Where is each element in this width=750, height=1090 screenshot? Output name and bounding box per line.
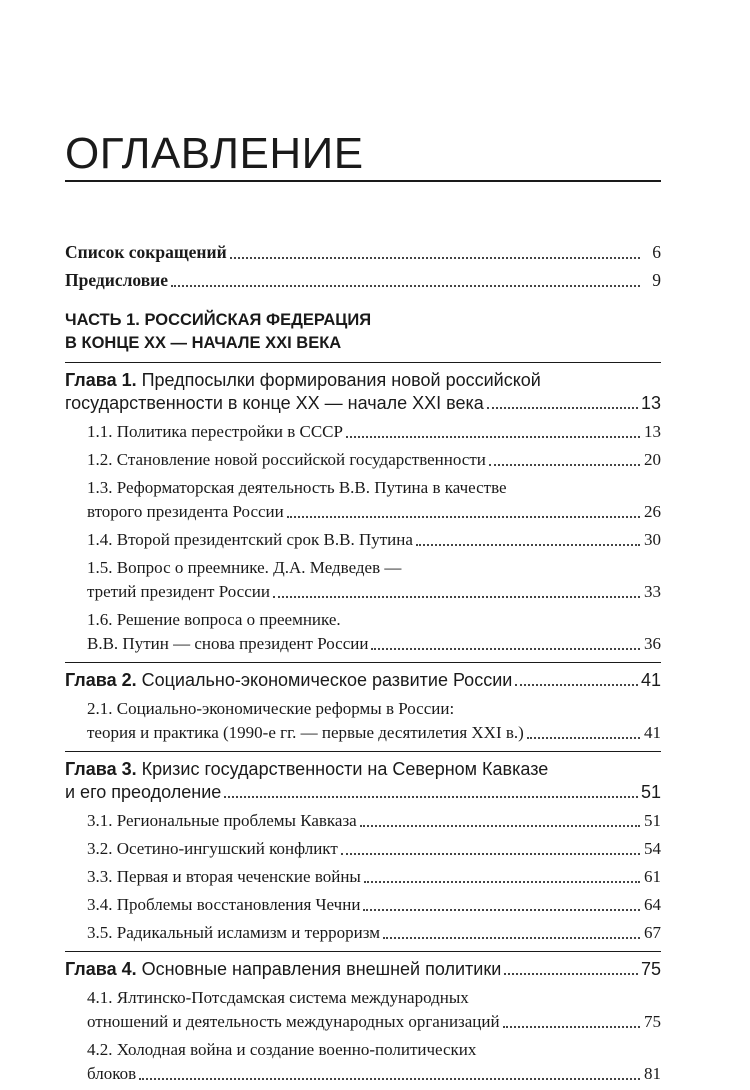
- chapter-title: Основные направления внешней политики: [136, 959, 502, 979]
- dot-leader: [487, 397, 638, 409]
- toc-section-4-1[interactable]: [65, 986, 661, 1034]
- section-title: 1.6. Решение вопроса о преемнике.: [87, 610, 341, 629]
- section-title: 4.2. Холодная война и создание военно-политических: [87, 1040, 477, 1059]
- chapter-title: государственности в конце XX — начале XXI века: [65, 393, 484, 413]
- separator-rule: [65, 951, 661, 952]
- section-title: второго президента России: [87, 502, 284, 521]
- page-title: ОГЛАВЛЕНИЕ: [65, 129, 364, 178]
- toc-entry-preface[interactable]: [65, 268, 661, 293]
- toc-section-4-2[interactable]: [65, 1038, 661, 1086]
- toc-entry-page: 51: [644, 811, 661, 830]
- dot-leader: [527, 727, 640, 739]
- dot-leader: [139, 1068, 640, 1080]
- toc-chapter-4[interactable]: [65, 958, 661, 981]
- section-title: 3.2. Осетино-ингушский конфликт: [87, 839, 338, 858]
- section-title: 3.1. Региональные проблемы Кавказа: [87, 811, 357, 830]
- dot-leader: [383, 927, 640, 939]
- section-title: блоков: [87, 1064, 137, 1083]
- section-title: 2.1. Социально-экономические реформы в России:: [87, 699, 455, 718]
- toc-entry-page: 75: [640, 959, 661, 979]
- toc-entry-page: 30: [644, 530, 661, 549]
- dot-leader: [364, 871, 640, 883]
- dot-leader: [504, 963, 638, 975]
- toc-chapter-1[interactable]: [65, 369, 661, 415]
- toc-section-1-6[interactable]: [65, 608, 661, 656]
- section-title: 3.3. Первая и вторая чеченские войны: [87, 867, 361, 886]
- section-title: 4.1. Ялтинско-Потсдамская система международных: [87, 988, 469, 1007]
- section-title: 1.4. Второй президентский срок В.В. Путина: [87, 530, 413, 549]
- toc-section-1-2[interactable]: [65, 448, 661, 472]
- dot-leader: [341, 843, 640, 855]
- section-title: 3.4. Проблемы восстановления Чечни: [87, 895, 361, 914]
- dot-leader: [363, 899, 640, 911]
- chapter-number: Глава 3.: [65, 759, 137, 779]
- toc-entry-page: 64: [644, 895, 661, 914]
- chapter-title: Кризис государственности на Северном Кавказе: [136, 759, 549, 779]
- section-title: В.В. Путин — снова президент России: [87, 634, 369, 653]
- toc-section-1-1[interactable]: [65, 420, 661, 444]
- separator-rule: [65, 662, 661, 663]
- toc-page: [65, 0, 661, 1083]
- toc-entry-page: 6: [652, 242, 661, 262]
- toc-entry-page: 41: [640, 670, 661, 690]
- toc-entry-page: 51: [640, 782, 661, 802]
- dot-leader: [287, 506, 640, 518]
- section-title: 1.3. Реформаторская деятельность В.В. Путина в качестве: [87, 478, 507, 497]
- dot-leader: [273, 586, 640, 598]
- section-title: третий президент России: [87, 582, 270, 601]
- dot-leader: [371, 638, 640, 650]
- part-heading-line: ЧАСТЬ 1. РОССИЙСКАЯ ФЕДЕРАЦИЯ: [65, 311, 372, 329]
- toc-section-3-3[interactable]: [65, 865, 661, 889]
- toc-entry-page: 81: [644, 1064, 661, 1083]
- section-title: теория и практика (1990-е гг. — первые десятилетия XXI в.): [87, 723, 524, 742]
- chapter-number: Глава 4.: [65, 959, 137, 979]
- section-title: 3.5. Радикальный исламизм и терроризм: [87, 923, 380, 942]
- dot-leader: [489, 454, 640, 466]
- toc-entry-page: 61: [644, 867, 661, 886]
- dot-leader: [416, 534, 640, 546]
- dot-leader: [503, 1016, 640, 1028]
- toc-section-3-5[interactable]: [65, 921, 661, 945]
- toc-entry-label: Список сокращений: [65, 242, 227, 262]
- separator-rule: [65, 751, 661, 752]
- separator-rule: [65, 362, 661, 363]
- toc-entry-page: 9: [652, 270, 661, 290]
- chapter-title: Предпосылки формирования новой российской: [136, 370, 541, 390]
- toc-section-3-2[interactable]: [65, 837, 661, 861]
- toc-section-1-3[interactable]: [65, 476, 661, 524]
- section-title: 1.1. Политика перестройки в СССР: [87, 422, 343, 441]
- toc-chapter-3[interactable]: [65, 758, 661, 804]
- chapter-title: и его преодоление: [65, 782, 222, 802]
- chapter-number: Глава 1.: [65, 370, 137, 390]
- toc-entry-page: 33: [644, 582, 661, 601]
- part-heading-line: В КОНЦЕ XX — НАЧАЛЕ XXI ВЕКА: [65, 334, 342, 352]
- section-title: 1.5. Вопрос о преемнике. Д.А. Медведев —: [87, 558, 402, 577]
- section-title: отношений и деятельность международных организаций: [87, 1012, 500, 1031]
- toc-section-1-5[interactable]: [65, 556, 661, 604]
- toc-entry-page: 13: [644, 422, 661, 441]
- toc-entry-page: 54: [644, 839, 661, 858]
- dot-leader: [224, 786, 638, 798]
- toc-section-3-1[interactable]: [65, 809, 661, 833]
- toc-entry-page: 20: [644, 450, 661, 469]
- dot-leader: [360, 815, 640, 827]
- toc-entry-page: 41: [644, 723, 661, 742]
- toc-chapter-2[interactable]: [65, 669, 661, 692]
- dot-leader: [346, 426, 640, 438]
- toc-entry-page: 75: [644, 1012, 661, 1031]
- table-of-contents: [65, 240, 661, 1090]
- toc-entry-page: 36: [644, 634, 661, 653]
- toc-entry-label: Предисловие: [65, 270, 169, 290]
- title-rule: [65, 180, 661, 182]
- toc-section-3-4[interactable]: [65, 893, 661, 917]
- toc-entry-page: 26: [644, 502, 661, 521]
- toc-section-1-4[interactable]: [65, 528, 661, 552]
- chapter-title: Социально-экономическое развитие России: [136, 670, 513, 690]
- dot-leader: [230, 247, 640, 259]
- section-title: 1.2. Становление новой российской государственности: [87, 450, 486, 469]
- chapter-number: Глава 2.: [65, 670, 137, 690]
- toc-entry-page: 67: [644, 923, 661, 942]
- dot-leader: [171, 275, 640, 287]
- toc-entry-page: 13: [640, 393, 661, 413]
- part-heading: [65, 309, 661, 355]
- toc-entry-abbreviations[interactable]: [65, 240, 661, 265]
- toc-section-2-1[interactable]: [65, 697, 661, 745]
- dot-leader: [515, 674, 638, 686]
